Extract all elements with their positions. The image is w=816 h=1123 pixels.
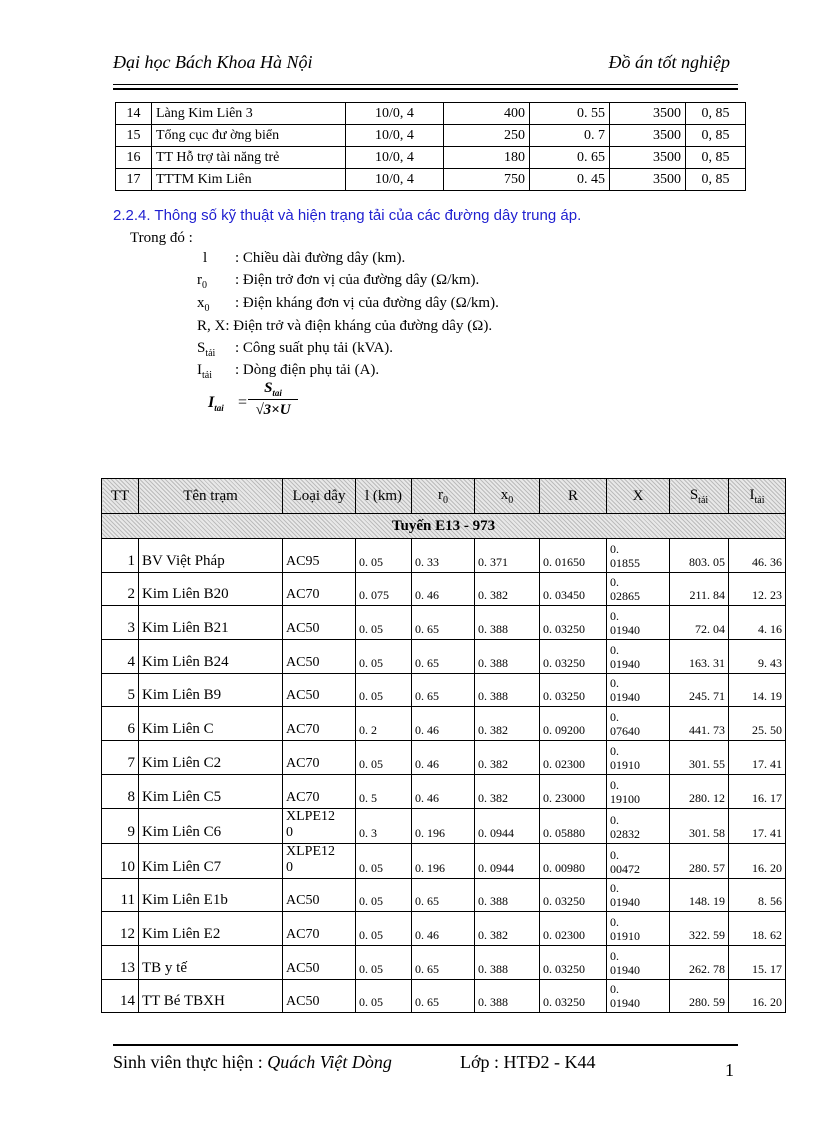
footer-student-name: Quách Việt Dòng	[267, 1052, 392, 1072]
table-cell: 1	[102, 539, 139, 573]
legend-symbol-sub: tải	[205, 348, 216, 359]
table-cell: 0. 23000	[540, 774, 607, 808]
substation-table-continued	[115, 102, 746, 191]
table-cell: 0. 0944	[475, 808, 540, 843]
legend-item	[197, 318, 492, 335]
table-row	[102, 707, 786, 741]
table-cell: 0. 388	[475, 945, 540, 979]
table-cell: AC70	[283, 707, 356, 741]
table-cell: 8	[102, 774, 139, 808]
table-row	[102, 606, 786, 640]
table-cell: Kim Liên B9	[139, 673, 283, 707]
table-cell: 0. 075	[356, 572, 412, 606]
table-cell: BV Việt Pháp	[139, 539, 283, 573]
table-cell: Kim Liên C7	[139, 843, 283, 878]
table-cell: 0. 371	[475, 539, 540, 573]
table-cell: 10/0, 4	[346, 125, 444, 147]
column-header: Loại dây	[283, 479, 356, 514]
table-cell: 0. 65	[530, 147, 610, 169]
legend-text: : Chiều dài đường dây (km).	[235, 250, 406, 266]
table-cell: 0. 03250	[540, 878, 607, 912]
table-cell: TTTM Kim Liên	[152, 169, 346, 191]
table-cell: 0. 5	[356, 774, 412, 808]
table-cell: 13	[102, 945, 139, 979]
table-cell: 0. 03250	[540, 945, 607, 979]
table-cell: 0. 382	[475, 912, 540, 946]
table-cell: 6	[102, 707, 139, 741]
legend-symbol: R, X	[197, 318, 226, 334]
table-row	[116, 125, 746, 147]
table-cell: 0. 05	[356, 945, 412, 979]
table-cell: 0. 46	[412, 741, 475, 775]
table-cell: 0. 05	[356, 912, 412, 946]
table-cell: Làng Kim Liên 3	[152, 103, 346, 125]
table-cell: 10/0, 4	[346, 147, 444, 169]
table-cell: AC50	[283, 673, 356, 707]
table-cell: AC70	[283, 912, 356, 946]
table-cell: 8. 56	[729, 878, 786, 912]
table-cell: 0. 382	[475, 774, 540, 808]
legend-symbol-sub: 0	[204, 303, 210, 314]
table-cell: 2	[102, 572, 139, 606]
table-cell: 0. 09200	[540, 707, 607, 741]
table-cell: 10/0, 4	[346, 103, 444, 125]
table-cell: 46. 36	[729, 539, 786, 573]
table-cell: 0. 07640	[607, 707, 670, 741]
column-header: Tên trạm	[139, 479, 283, 514]
formula-denominator: √3×U	[255, 402, 291, 418]
table-cell: 0. 05	[356, 539, 412, 573]
table-cell: 163. 31	[670, 640, 729, 674]
table-cell: AC50	[283, 640, 356, 674]
table-cell: 14	[116, 103, 152, 125]
group-row	[102, 514, 786, 539]
footer-rule	[113, 1044, 738, 1046]
legend-item	[197, 250, 405, 267]
table-row	[116, 147, 746, 169]
table-cell: 301. 55	[670, 741, 729, 775]
table-row	[102, 979, 786, 1013]
column-header: X	[607, 479, 670, 514]
footer-student-label: Sinh viên thực hiện :	[113, 1052, 268, 1072]
table-cell: 18. 62	[729, 912, 786, 946]
formula-numerator: S	[264, 380, 273, 396]
table-row	[102, 640, 786, 674]
table-header-row	[102, 479, 786, 514]
table-cell: 10/0, 4	[346, 169, 444, 191]
table-cell: 25. 50	[729, 707, 786, 741]
table-cell: Kim Liên B20	[139, 572, 283, 606]
table-cell: 0, 85	[686, 147, 746, 169]
table-cell: 0. 01910	[607, 741, 670, 775]
table-cell: AC95	[283, 539, 356, 573]
legend-item	[197, 362, 379, 381]
table-cell: 280. 57	[670, 843, 729, 878]
table-cell: Tổng cục đư ờng biển	[152, 125, 346, 147]
table-cell: 0. 01940	[607, 640, 670, 674]
table-cell: 0. 01940	[607, 878, 670, 912]
table-cell: 250	[444, 125, 530, 147]
table-cell: 0. 05	[356, 878, 412, 912]
header-doc-type: Đồ án tốt nghiệp	[608, 52, 730, 72]
table-cell: 0. 00472	[607, 843, 670, 878]
table-cell: 3500	[610, 169, 686, 191]
table-cell: Kim Liên C5	[139, 774, 283, 808]
table-cell: 15	[116, 125, 152, 147]
table-cell: 16. 20	[729, 843, 786, 878]
table-cell: XLPE12 0	[283, 843, 356, 878]
legend-item	[197, 340, 393, 359]
table-cell: 322. 59	[670, 912, 729, 946]
table-cell: 10	[102, 843, 139, 878]
table-cell: Kim Liên C	[139, 707, 283, 741]
table-cell: 17. 41	[729, 808, 786, 843]
table-cell: 0. 03450	[540, 572, 607, 606]
table-row	[102, 878, 786, 912]
table-cell: AC50	[283, 878, 356, 912]
table-cell: 0, 85	[686, 103, 746, 125]
table-cell: 0. 2	[356, 707, 412, 741]
table-cell: 441. 73	[670, 707, 729, 741]
table-cell: 0. 46	[412, 912, 475, 946]
table-cell: 0. 46	[412, 707, 475, 741]
table-cell: 16. 17	[729, 774, 786, 808]
table-cell: 148. 19	[670, 878, 729, 912]
legend-text: : Điện trở và điện kháng của đường dây (Ω).	[225, 318, 493, 334]
table-cell: 803. 05	[670, 539, 729, 573]
table-cell: 9	[102, 808, 139, 843]
table-cell: 12	[102, 912, 139, 946]
legend-symbol-sub: tải	[202, 370, 212, 381]
table-cell: 0. 65	[412, 979, 475, 1013]
legend-symbol: S	[197, 340, 206, 356]
table-cell: 301. 58	[670, 808, 729, 843]
table-cell: Kim Liên E1b	[139, 878, 283, 912]
table-cell: 0. 196	[412, 808, 475, 843]
table-cell: 0. 65	[412, 606, 475, 640]
table-cell: 0. 02300	[540, 912, 607, 946]
table-cell: Kim Liên E2	[139, 912, 283, 946]
legend-item	[197, 272, 479, 291]
table-cell: 5	[102, 673, 139, 707]
table-cell: Kim Liên C6	[139, 808, 283, 843]
table-cell: 0. 55	[530, 103, 610, 125]
table-cell: 3500	[610, 147, 686, 169]
table-cell: 0. 7	[530, 125, 610, 147]
table-cell: 16	[116, 147, 152, 169]
legend-symbol: l	[203, 250, 208, 266]
legend-symbol: r	[197, 272, 202, 288]
table-cell: 262. 78	[670, 945, 729, 979]
table-row	[102, 572, 786, 606]
legend-symbol: x	[197, 295, 205, 311]
table-cell: 17. 41	[729, 741, 786, 775]
table-cell: 0. 01940	[607, 606, 670, 640]
legend-text: : Điện trở đơn vị của đường dây (Ω/km).	[235, 272, 480, 288]
formula-lhs: I	[208, 394, 215, 411]
footer-student	[113, 1052, 392, 1073]
table-cell: 0, 85	[686, 125, 746, 147]
table-cell: 15. 17	[729, 945, 786, 979]
formula-lhs-sub: tai	[214, 403, 224, 414]
table-cell: Kim Liên B21	[139, 606, 283, 640]
table-row	[102, 843, 786, 878]
table-cell: 280. 59	[670, 979, 729, 1013]
table-cell: 0. 19100	[607, 774, 670, 808]
table-cell: 400	[444, 103, 530, 125]
table-cell: 0. 02300	[540, 741, 607, 775]
legend-intro: Trong đó :	[130, 230, 193, 246]
table-cell: 0. 382	[475, 741, 540, 775]
table-row	[102, 741, 786, 775]
table-cell: 0. 02832	[607, 808, 670, 843]
table-cell: 0, 85	[686, 169, 746, 191]
table-cell: 4. 16	[729, 606, 786, 640]
table-cell: 3	[102, 606, 139, 640]
table-cell: 0. 01855	[607, 539, 670, 573]
table-cell: 0. 65	[412, 945, 475, 979]
column-header: l (km)	[356, 479, 412, 514]
column-header: $I_{tải}$	[729, 479, 786, 514]
legend-text: : Công suất phụ tải (kVA).	[235, 340, 394, 356]
table-cell: 16. 20	[729, 979, 786, 1013]
table-cell: AC70	[283, 572, 356, 606]
table-cell: TT Hỗ trợ tài năng trẻ	[152, 147, 346, 169]
table-cell: 0. 01940	[607, 979, 670, 1013]
table-cell: 0. 05880	[540, 808, 607, 843]
table-cell: 0. 01940	[607, 945, 670, 979]
column-header: $r_0$	[412, 479, 475, 514]
table-cell: 0. 01910	[607, 912, 670, 946]
table-cell: 0. 388	[475, 640, 540, 674]
legend-text: : Điện kháng đơn vị của đường dây (Ω/km).	[235, 295, 499, 311]
table-cell: 9. 43	[729, 640, 786, 674]
table-cell: 0. 196	[412, 843, 475, 878]
section-title: 2.2.4. Thông số kỹ thuật và hiện trạng tải của các đường dây trung áp.	[113, 207, 582, 224]
table-cell: 0. 382	[475, 707, 540, 741]
table-cell: 0. 00980	[540, 843, 607, 878]
table-cell: 0. 05	[356, 673, 412, 707]
column-header: TT	[102, 479, 139, 514]
table-cell: 0. 03250	[540, 673, 607, 707]
column-header: $S_{tải}$	[670, 479, 729, 514]
column-header: R	[540, 479, 607, 514]
table-row	[102, 808, 786, 843]
table-cell: 0. 388	[475, 979, 540, 1013]
table-cell: 0. 46	[412, 774, 475, 808]
table-cell: 0. 03250	[540, 640, 607, 674]
line-parameters-table	[101, 478, 786, 1013]
table-cell: 0. 33	[412, 539, 475, 573]
table-cell: 4	[102, 640, 139, 674]
table-cell: 0. 65	[412, 878, 475, 912]
table-row	[102, 774, 786, 808]
table-cell: 3500	[610, 125, 686, 147]
table-row	[102, 539, 786, 573]
table-row	[102, 673, 786, 707]
header-rule-thick	[113, 88, 738, 90]
table-row	[116, 169, 746, 191]
table-cell: 0. 3	[356, 808, 412, 843]
page-number: 1	[725, 1060, 734, 1080]
table-cell: Kim Liên C2	[139, 741, 283, 775]
table-cell: AC50	[283, 979, 356, 1013]
table-cell: 3500	[610, 103, 686, 125]
table-cell: AC50	[283, 945, 356, 979]
table-cell: 0. 45	[530, 169, 610, 191]
legend-text: : Dòng điện phụ tải (A).	[235, 362, 380, 378]
table-cell: XLPE12 0	[283, 808, 356, 843]
table-cell: 0. 65	[412, 640, 475, 674]
table-cell: 0. 388	[475, 878, 540, 912]
header-university: Đại học Bách Khoa Hà Nội	[113, 52, 313, 72]
table-cell: 0. 388	[475, 606, 540, 640]
table-cell: 17	[116, 169, 152, 191]
table-cell: 0. 02865	[607, 572, 670, 606]
table-cell: 0. 01650	[540, 539, 607, 573]
table-cell: 0. 65	[412, 673, 475, 707]
table-cell: 211. 84	[670, 572, 729, 606]
table-cell: 7	[102, 741, 139, 775]
group-label: Tuyến E13 - 973	[102, 514, 786, 539]
table-row	[116, 103, 746, 125]
table-cell: 0. 05	[356, 843, 412, 878]
table-cell: 0. 388	[475, 673, 540, 707]
legend-symbol-sub: 0	[202, 280, 207, 291]
table-cell: 0. 46	[412, 572, 475, 606]
table-cell: 14	[102, 979, 139, 1013]
table-cell: 0. 03250	[540, 606, 607, 640]
header-rule	[113, 84, 738, 85]
column-header: $x_0$	[475, 479, 540, 514]
table-cell: AC70	[283, 741, 356, 775]
legend-item	[197, 295, 499, 314]
table-cell: 0. 05	[356, 979, 412, 1013]
table-cell: 14. 19	[729, 673, 786, 707]
table-row	[102, 945, 786, 979]
table-cell: 72. 04	[670, 606, 729, 640]
formula-numerator-sub: tai	[272, 388, 282, 398]
table-cell: AC50	[283, 606, 356, 640]
table-row	[102, 912, 786, 946]
table-cell: Kim Liên B24	[139, 640, 283, 674]
table-cell: 0. 0944	[475, 843, 540, 878]
table-cell: 245. 71	[670, 673, 729, 707]
table-cell: 0. 03250	[540, 979, 607, 1013]
table-cell: TB y tế	[139, 945, 283, 979]
table-cell: 750	[444, 169, 530, 191]
footer-class: Lớp : HTĐ2 - K44	[460, 1052, 596, 1072]
table-cell: 0. 05	[356, 741, 412, 775]
legend-symbol: I	[197, 362, 202, 378]
table-cell: 12. 23	[729, 572, 786, 606]
table-cell: 0. 05	[356, 606, 412, 640]
table-cell: 11	[102, 878, 139, 912]
table-cell: AC70	[283, 774, 356, 808]
table-cell: 0. 05	[356, 640, 412, 674]
table-cell: 0. 01940	[607, 673, 670, 707]
table-cell: 180	[444, 147, 530, 169]
table-cell: 280. 12	[670, 774, 729, 808]
table-cell: 0. 382	[475, 572, 540, 606]
table-cell: TT Bé TBXH	[139, 979, 283, 1013]
